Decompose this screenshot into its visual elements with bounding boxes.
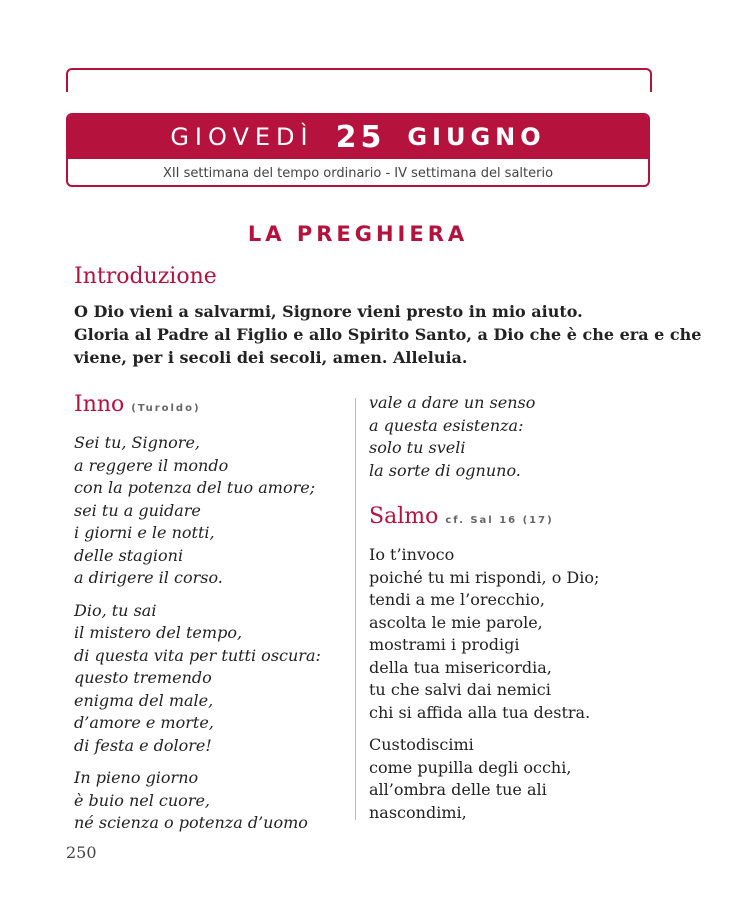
verse-line: di questa vita per tutti oscura:	[74, 645, 321, 665]
verse-line: ascolta le mie parole,	[369, 612, 543, 632]
verse-line: Dio, tu sai	[74, 600, 157, 620]
header-day: GIOVEDÌ	[170, 123, 314, 151]
verse-line: i giorni e le notti,	[74, 523, 215, 542]
left-column	[74, 392, 344, 835]
verse-line: vale a dare un senso	[369, 393, 536, 412]
verse-line: mostrami i prodigi	[369, 635, 520, 654]
right-column	[369, 392, 659, 824]
intro-line: Gloria al Padre al Figlio e allo Spirito Santo, a Dio che è che era e che	[74, 325, 702, 344]
verse-line: solo tu sveli	[369, 438, 466, 457]
intro-line: viene, per i secoli dei secoli, amen. Alleluia.	[74, 348, 468, 367]
inno-source: (Turoldo)	[131, 403, 201, 414]
introduzione-title: Introduzione	[74, 264, 217, 289]
salmo-source: cf. Sal 16 (17)	[445, 515, 554, 526]
salmo-title: Salmo	[369, 504, 439, 529]
verse-line: In pieno giorno	[74, 768, 199, 787]
date-band	[68, 115, 648, 159]
verse-line: sei tu a guidare	[74, 500, 201, 520]
inno-stanza	[74, 432, 344, 590]
inno-title: Inno	[74, 392, 125, 417]
header-month: GIUGNO	[407, 123, 546, 151]
verse-line: a questa esistenza:	[369, 415, 524, 435]
verse-line: poiché tu mi rispondi, o Dio;	[369, 567, 600, 587]
inno-stanza	[74, 600, 344, 758]
verse-line: a reggere il mondo	[74, 455, 229, 475]
inno-heading	[74, 392, 344, 422]
verse-line: la sorte di ognuno.	[369, 460, 521, 480]
intro-line: O Dio vieni a salvarmi, Signore vieni presto in mio aiuto.	[74, 302, 583, 321]
verse-line: né scienza o potenza d’uomo	[74, 813, 308, 832]
verse-line: è buio nel cuore,	[74, 790, 211, 810]
verse-line: questo tremendo	[74, 668, 212, 687]
verse-line: enigma del male,	[74, 690, 214, 710]
inno-stanza	[74, 767, 344, 835]
column-divider	[355, 398, 356, 820]
verse-line: il mistero del tempo,	[74, 623, 243, 642]
salmo-stanza	[369, 544, 659, 724]
salmo-heading	[369, 504, 659, 534]
verse-line: nascondimi,	[369, 802, 467, 822]
verse-line: d’amore e morte,	[74, 713, 214, 732]
header-day-number: 25	[335, 119, 386, 155]
page-number: 250	[66, 843, 97, 862]
verse-line: a dirigere il corso.	[74, 568, 223, 587]
verse-line: di festa e dolore!	[74, 735, 212, 755]
date-header	[66, 113, 650, 187]
verse-line: tu che salvi dai nemici	[369, 680, 551, 699]
verse-line: tendi a me l’orecchio,	[369, 590, 546, 609]
verse-line: della tua misericordia,	[369, 657, 552, 677]
verse-line: con la potenza del tuo amore;	[74, 478, 316, 497]
salmo-stanza	[369, 734, 659, 824]
verse-line: Custodiscimi	[369, 735, 474, 754]
inno-continuation	[369, 392, 659, 482]
verse-line: Sei tu, Signore,	[74, 433, 200, 452]
header-subtitle: XII settimana del tempo ordinario - IV settimana del salterio	[162, 166, 554, 181]
section-title: LA PREGHIERA	[247, 222, 469, 246]
verse-line: Io t’invoco	[369, 545, 455, 564]
introduzione-text	[74, 300, 702, 369]
verse-line: chi si affida alla tua destra.	[369, 702, 591, 722]
verse-line: all’ombra delle tue ali	[369, 780, 547, 799]
top-frame-decoration	[66, 68, 652, 92]
verse-line: come pupilla degli occhi,	[369, 757, 572, 777]
verse-line: delle stagioni	[74, 545, 184, 565]
